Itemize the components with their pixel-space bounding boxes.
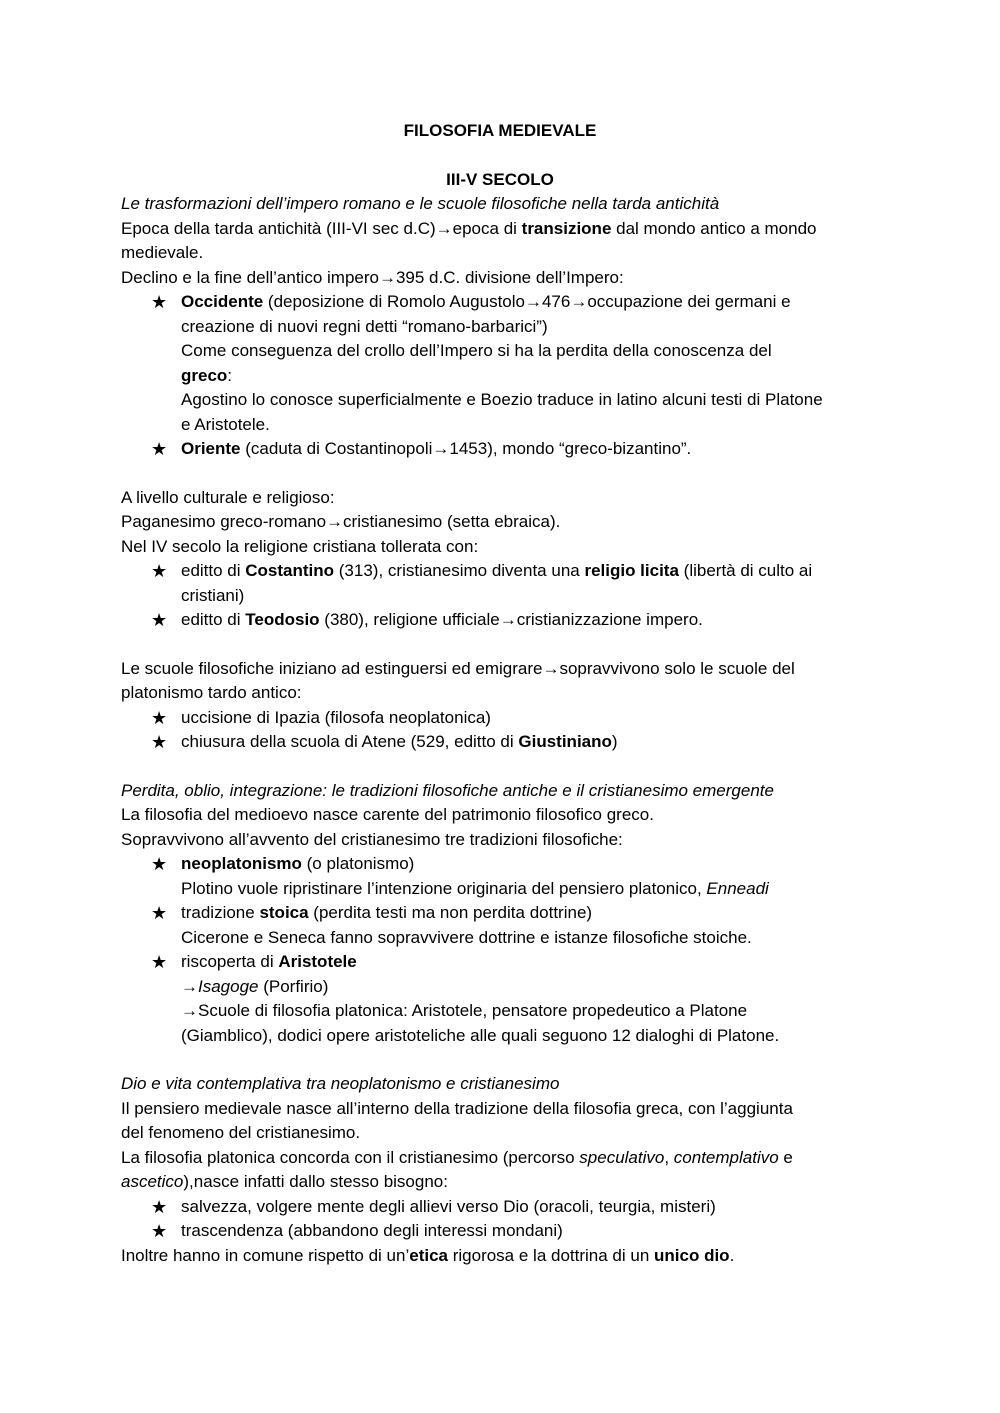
list-item: Oriente (caduta di Costantinopoli→1453), mondo “greco-bizantino”. [181,439,692,458]
list-item-continuation: Cicerone e Seneca fanno sopravvivere dottrine e istanze filosofiche stoiche. [181,928,752,947]
star-bullet-icon: ★ [151,610,168,630]
star-bullet-icon: ★ [151,708,168,728]
paragraph: Paganesimo greco-romano→cristianesimo (setta ebraica). [121,512,561,531]
paragraph: Le scuole filosofiche iniziano ad estinguersi ed emigrare→sopravvivono solo le scuole del [121,659,795,678]
list-item-continuation: cristiani) [181,586,245,605]
star-bullet-icon: ★ [151,732,168,752]
list-item-continuation: creazione di nuovi regni detti “romano-barbarici”) [181,317,548,336]
list-item-continuation: (Giamblico), dodici opere aristoteliche alle quali seguono 12 dialoghi di Platone. [181,1026,780,1045]
star-bullet-icon: ★ [151,1221,168,1241]
list-item: neoplatonismo (o platonismo) [181,854,415,873]
paragraph: ascetico),nasce infatti dallo stesso bisogno: [121,1172,448,1191]
list-item-continuation: greco: [181,366,233,385]
star-bullet-icon: ★ [151,1197,168,1217]
section-heading-3: Dio e vita contemplativa tra neoplatonismo e cristianesimo [121,1074,560,1093]
paragraph: La filosofia platonica concorda con il cristianesimo (percorso speculativo, contemplativo e [121,1148,793,1167]
paragraph: Inoltre hanno in comune rispetto di un’etica rigorosa e la dottrina di un unico dio. [121,1246,735,1265]
section-heading-2: Perdita, oblio, integrazione: le tradizioni filosofiche antiche e il cristianesimo emergente [121,781,774,800]
paragraph: La filosofia del medioevo nasce carente del patrimonio filosofico greco. [121,805,654,824]
list-item-continuation: e Aristotele. [181,415,270,434]
list-item: editto di Costantino (313), cristianesimo diventa una religio licita (libertà di culto ai [181,561,813,580]
list-item-continuation: →Isagoge (Porfirio) [181,977,329,996]
star-bullet-icon: ★ [151,952,168,972]
star-bullet-icon: ★ [151,561,168,581]
paragraph: Il pensiero medievale nasce all’interno della tradizione della filosofia greca, con l’aggiunta [121,1099,793,1118]
paragraph: Declino e la fine dell’antico impero→395 d.C. divisione dell’Impero: [121,268,624,287]
section-heading-1: Le trasformazioni dell’impero romano e le scuole filosofiche nella tarda antichità [121,194,720,213]
document-title: FILOSOFIA MEDIEVALE [403,121,597,140]
list-item: uccisione di Ipazia (filosofa neoplatonica) [181,708,491,727]
paragraph: Sopravvivono all’avvento del cristianesimo tre tradizioni filosofiche: [121,830,623,849]
list-item-continuation: →Scuole di filosofia platonica: Aristotele, pensatore propedeutico a Platone [181,1001,748,1020]
list-item: salvezza, volgere mente degli allievi verso Dio (oracoli, teurgia, misteri) [181,1197,716,1216]
star-bullet-icon: ★ [151,854,168,874]
paragraph: medievale. [121,243,204,262]
list-item-continuation: Agostino lo conosce superficialmente e Boezio traduce in latino alcuni testi di Platone [181,390,823,409]
paragraph: Nel IV secolo la religione cristiana tollerata con: [121,537,479,556]
paragraph: platonismo tardo antico: [121,683,302,702]
list-item: chiusura della scuola di Atene (529, editto di Giustiniano) [181,732,618,751]
paragraph: A livello culturale e religioso: [121,488,335,507]
document-subtitle: III-V SECOLO [446,170,554,189]
paragraph: del fenomeno del cristianesimo. [121,1123,361,1142]
star-bullet-icon: ★ [151,439,168,459]
list-item: Occidente (deposizione di Romolo Augustolo→476→occupazione dei germani e [181,292,791,311]
star-bullet-icon: ★ [151,903,168,923]
star-bullet-icon: ★ [151,292,168,312]
list-item-continuation: Plotino vuole ripristinare l’intenzione originaria del pensiero platonico, Enneadi [181,879,769,898]
list-item-continuation: Come conseguenza del crollo dell’Impero si ha la perdita della conoscenza del [181,341,772,360]
list-item: riscoperta di Aristotele [181,952,357,971]
list-item: editto di Teodosio (380), religione ufficiale→cristianizzazione impero. [181,610,703,629]
list-item: trascendenza (abbandono degli interessi mondani) [181,1221,563,1240]
list-item: tradizione stoica (perdita testi ma non perdita dottrine) [181,903,593,922]
paragraph: Epoca della tarda antichità (III-VI sec d.C)→epoca di transizione dal mondo antico a mondo [121,219,817,238]
